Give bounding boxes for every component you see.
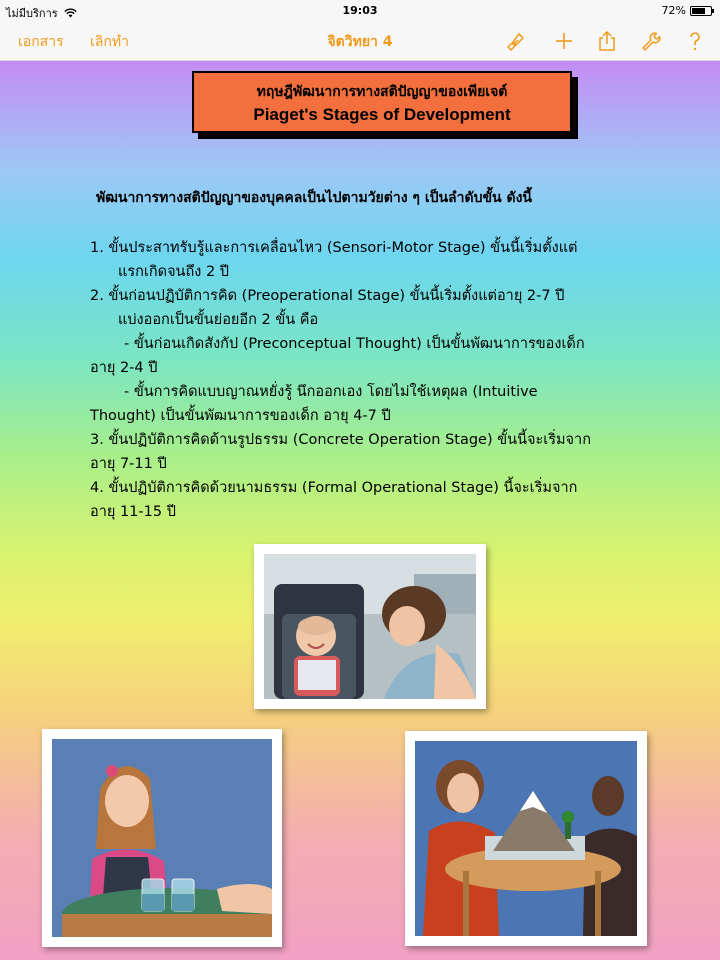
title-english: Piaget's Stages of Development bbox=[253, 105, 511, 124]
carrier-label: ไม่มีบริการ bbox=[6, 7, 58, 20]
share-icon[interactable] bbox=[594, 28, 620, 54]
girl-table-image bbox=[52, 739, 272, 937]
stage-2-continuation: แบ่งออกเป็นขั้นย่อยอีก 2 ขั้น คือ bbox=[118, 312, 319, 328]
stage-4-line: 4. ขั้นปฏิบัติการคิดด้วยนามธรรม (Formal Operational Stage) นี้จะเริ่มจาก bbox=[90, 480, 578, 496]
status-bar bbox=[0, 0, 720, 22]
title-thai: ทฤษฎีพัฒนาการทางสติปัญญาของเพียเจต์ bbox=[256, 84, 508, 100]
substage-intuitive: - ขั้นการคิดแบบญาณหยั่งรู้ นึกออกเอง โดยไม่ใช้เหตุผล (Intuitive bbox=[124, 384, 538, 400]
stage-3-continuation: อายุ 7-11 ปี bbox=[90, 456, 167, 472]
photo-mountain-model[interactable] bbox=[405, 731, 647, 946]
stage-4-continuation: อายุ 11-15 ปี bbox=[90, 504, 176, 520]
intro-text: พัฒนาการทางสติปัญญาของบุคคลเป็นไปตามวัยต่าง ๆ เป็นลำดับขั้น ดังนี้ bbox=[96, 190, 532, 206]
clock: 19:03 bbox=[342, 4, 378, 17]
battery-icon bbox=[690, 6, 712, 16]
plus-icon[interactable] bbox=[551, 28, 577, 54]
baby-stroller-image bbox=[264, 554, 476, 699]
battery-percent: 72% bbox=[661, 4, 686, 17]
substage-preconceptual-continuation: อายุ 2-4 ปี bbox=[90, 360, 158, 376]
substage-intuitive-continuation: Thought) เป็นขั้นพัฒนาการของเด็ก อายุ 4-7 ปี bbox=[90, 408, 391, 424]
stage-1-line: 1. ขั้นประสาทรับรู้และการเคลื่อนไหว (Sensori-Motor Stage) ขั้นนี้เริ่มตั้งแต่ bbox=[90, 240, 578, 256]
stage-3-line: 3. ขั้นปฏิบัติการคิดด้านรูปธรรม (Concrete Operation Stage) ขั้นนี้จะเริ่มจาก bbox=[90, 432, 591, 448]
stages-list bbox=[90, 236, 680, 524]
photo-girl-table[interactable] bbox=[42, 729, 282, 947]
title-box bbox=[192, 71, 572, 133]
wrench-icon[interactable] bbox=[637, 28, 663, 54]
stage-2-line: 2. ขั้นก่อนปฏิบัติการคิด (Preoperational Stage) ขั้นนี้เริ่มตั้งแต่อายุ 2-7 ปี bbox=[90, 288, 565, 304]
undo-button[interactable]: เลิกทำ bbox=[90, 34, 129, 50]
mountain-model-image bbox=[415, 741, 637, 936]
battery-fill bbox=[692, 8, 705, 14]
stage-1-continuation: แรกเกิดจนถึง 2 ปี bbox=[118, 264, 229, 280]
documents-button[interactable]: เอกสาร bbox=[18, 34, 64, 50]
paintbrush-icon[interactable] bbox=[502, 28, 528, 54]
document-canvas[interactable] bbox=[0, 61, 720, 960]
help-icon[interactable] bbox=[682, 28, 708, 54]
substage-preconceptual: - ขั้นก่อนเกิดสังกัป (Preconceptual Thought) เป็นขั้นพัฒนาการของเด็ก bbox=[124, 336, 585, 352]
photo-baby-stroller[interactable] bbox=[254, 544, 486, 709]
app-toolbar bbox=[0, 22, 720, 61]
document-title: จิตวิทยา 4 bbox=[327, 34, 393, 50]
battery-status bbox=[662, 4, 712, 17]
